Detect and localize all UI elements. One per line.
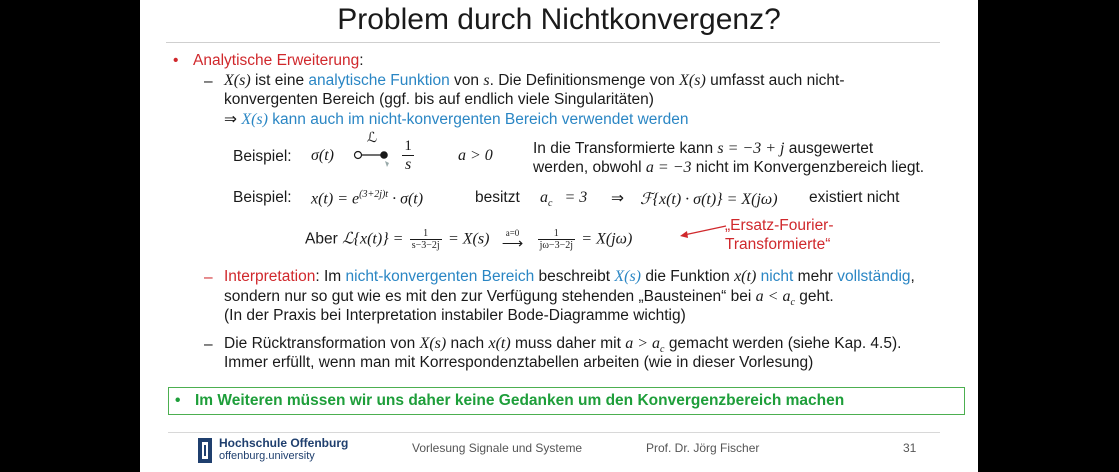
sub2-line2: sondern nur so gut wie es mit den zur Verfügung stehenden „Bausteinen“ bei $a < a_c$ geht. <box>224 288 834 309</box>
slide <box>140 0 978 472</box>
sub3-line1: Die Rücktransformation von X(s) nach x(t) muss daher mit $a > a_c$ gemacht werden (siehe Kap. 4.5). <box>224 335 902 356</box>
bullet-heading: Analytische Erweiterung: <box>193 52 364 69</box>
university-logo-icon <box>198 438 212 463</box>
sub-bullet-dash: – <box>204 73 213 90</box>
sub1-line1: X(s) ist eine analytische Funktion von s. Die Definitionsmenge von X(s) umfasst auch nicht- <box>224 72 845 89</box>
footer-divider <box>168 432 940 433</box>
footer-course: Vorlesung Signale und Systeme <box>412 441 583 455</box>
annotation-arrow-icon <box>678 223 728 241</box>
sub2-line1: Interpretation: Im nicht-konvergenten Bereich beschreibt X(s) die Funktion x(t) nicht mehr vollständig, <box>224 268 915 285</box>
sub1-line3: ⇒ X(s) kann auch im nicht-konvergenten Bereich verwendet werden <box>224 111 689 128</box>
example1-fraction: $\frac{1}{s}$ <box>402 137 414 173</box>
bullet-marker: • <box>173 52 179 69</box>
example1-note-line2: werden, obwohl a = −3 nicht im Konvergenzbereich liegt. <box>533 159 925 176</box>
example1-note-line1: In die Transformierte kann s = −3 + j ausgewertet <box>533 140 874 157</box>
footer-author: Prof. Dr. Jörg Fischer <box>646 441 760 455</box>
example2-fourier: ℱ{x(t) · σ(t)} = X(jω) <box>640 191 778 208</box>
bullet-heading-label: Analytische Erweiterung <box>193 52 360 69</box>
example1-condition: a > 0 <box>458 147 493 164</box>
example2-implies: ⇒ <box>611 190 624 207</box>
laplace-symbol: ℒ <box>367 131 378 146</box>
university-domain: offenburg.university <box>219 450 315 462</box>
sub-bullet-dash: – <box>204 269 213 286</box>
conclusion-text: Im Weiteren müssen wir uns daher keine Gedanken um den Konvergenzbereich machen <box>195 392 845 409</box>
sub1-line2: konvergenten Bereich (ggf. bis auf endlich viele Singularitäten) <box>224 91 654 108</box>
conclusion-marker: • <box>175 392 181 409</box>
slide-title: Problem durch Nichtkonvergenz? <box>337 3 781 36</box>
annotation-line1: „Ersatz-Fourier- <box>725 217 834 234</box>
annotation-line2: Transformierte“ <box>725 236 831 253</box>
page-number: 31 <box>903 441 917 455</box>
aber-equation: Aber ℒ{x(t)} = $\frac{1}{s-3-2j}$ = X(s) a=0 ⟶ $\frac{1}{j\omega-3-2j}$ = X(jω) <box>305 227 633 252</box>
sub-bullet-dash: – <box>204 336 213 353</box>
sub3-line2: Immer erfüllt, wenn man mit Korrespondenztabellen arbeiten (wie in dieser Vorlesung) <box>224 354 814 371</box>
example1-label: Beispiel: <box>233 148 292 165</box>
example1-sigma: σ(t) <box>311 147 334 164</box>
example2-tail: existiert nicht <box>809 189 900 206</box>
sub2-line3: (In der Praxis bei Interpretation instabiler Bode-Diagramme wichtig) <box>224 307 686 324</box>
university-name: Hochschule Offenburg <box>219 436 349 450</box>
correspondence-symbol-icon <box>352 148 392 170</box>
title-divider <box>166 42 940 43</box>
example2-ac: $a_c = 3$ <box>540 189 588 210</box>
example2-has: besitzt <box>475 189 520 206</box>
example2-signal: $x(t) = e^{(3+2j)t} \cdot \sigma(t)$ <box>311 189 424 208</box>
example2-label: Beispiel: <box>233 189 292 206</box>
